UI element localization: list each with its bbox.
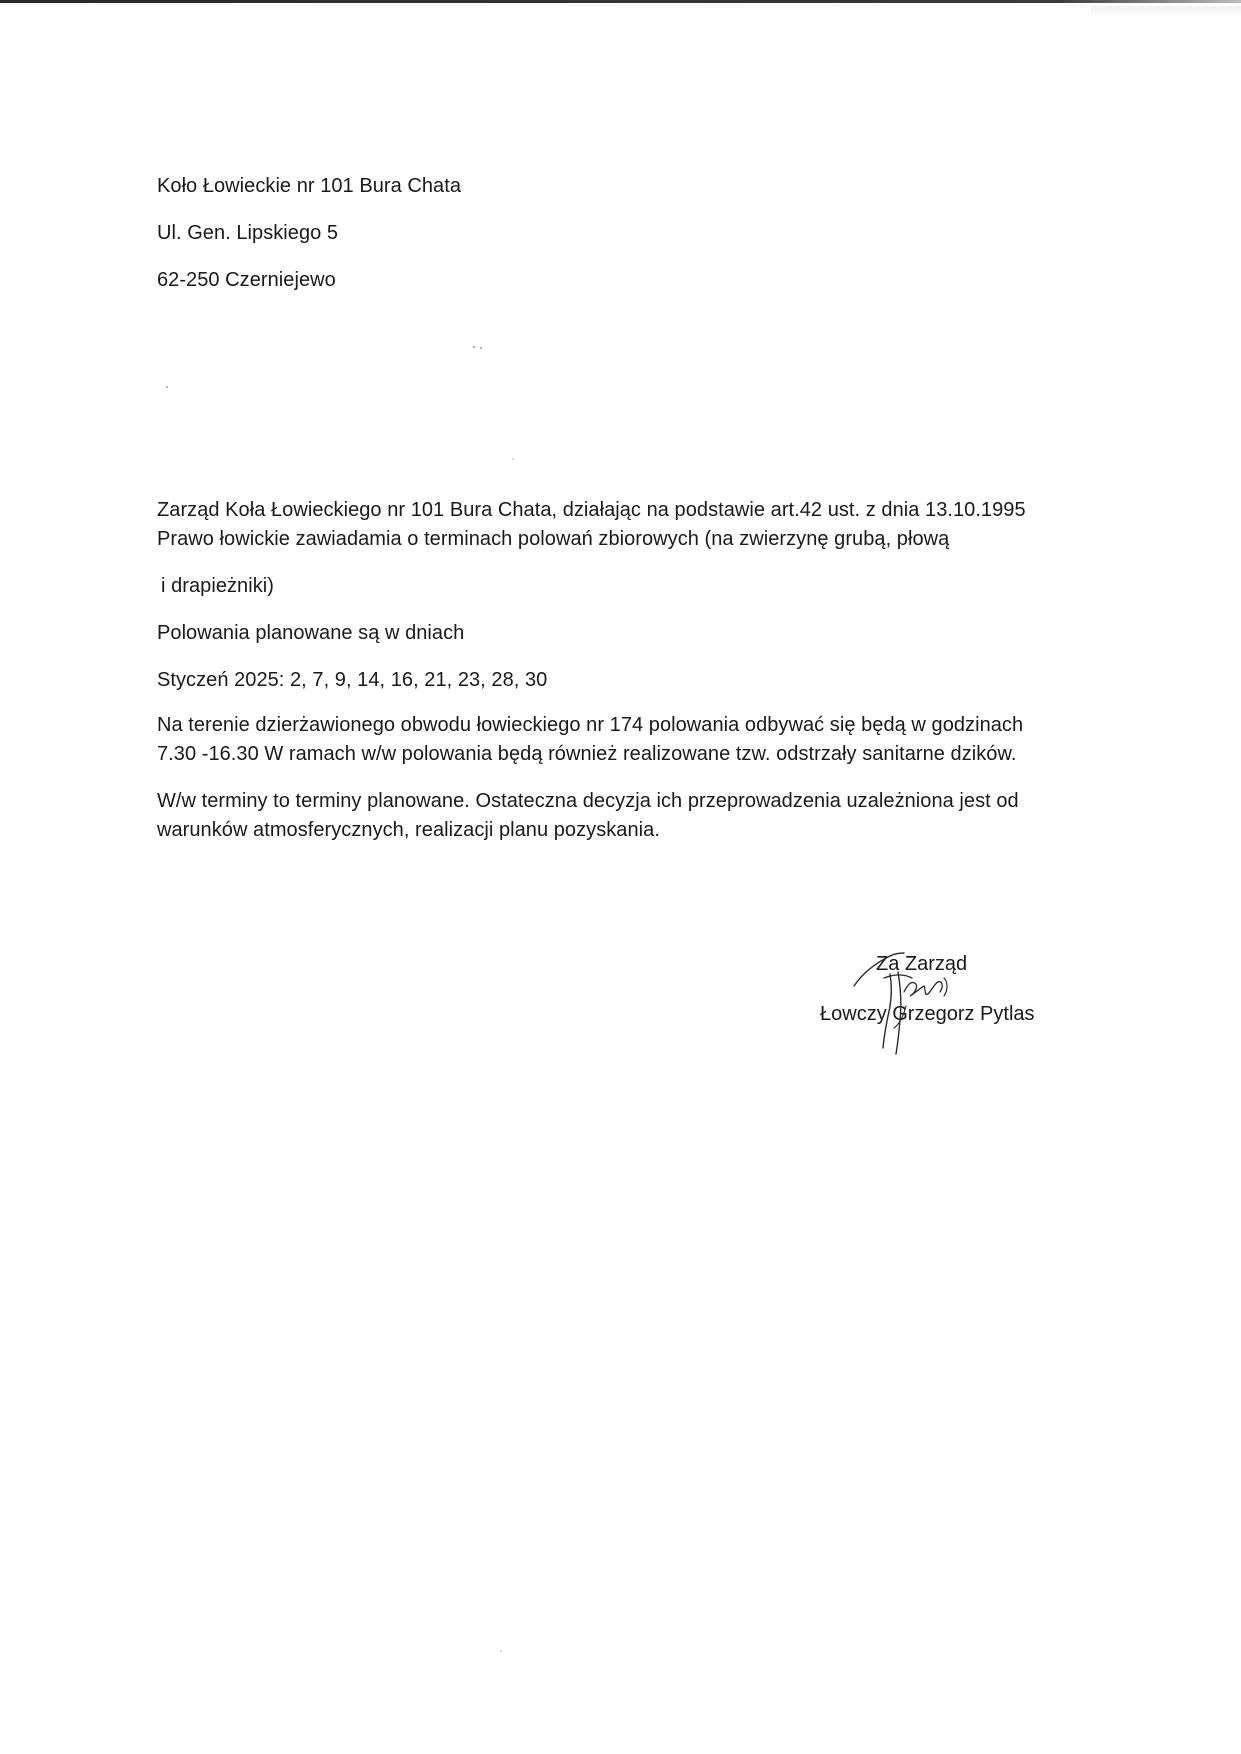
scan-speck [166,386,168,388]
intro-line-2: Prawo łowickie zawiadamia o terminach polowań zbiorowych (na zwierzynę grubą, płową [157,528,950,550]
intro-line-3: i drapieżniki) [161,575,274,597]
sender-city: 62-250 Czerniejewo [157,269,336,291]
planned-heading: Polowania planowane są w dniach [157,622,465,644]
scan-speck [500,1650,502,1652]
sender-street: Ul. Gen. Lipskiego 5 [157,222,339,244]
area-line-1: Na terenie dzierżawionego obwodu łowieckiego nr 174 polowania odbywać się będą w godzinach [157,714,1024,736]
scan-top-edge [0,0,1241,3]
final-line-2: warunków atmosferycznych, realizacji planu pozyskania. [157,819,660,841]
for-board-label: Za Zarząd [876,953,968,975]
signature-block [818,950,1078,1060]
scan-speck [480,347,482,349]
scan-speck [473,346,475,348]
sender-name: Koło Łowieckie nr 101 Bura Chata [157,175,462,197]
area-line-2: 7.30 -16.30 W ramach w/w polowania będą również realizowane tzw. odstrzały sanitarne dzików. [157,743,1017,765]
scan-artifact [1091,6,1241,18]
final-line-1: W/w terminy to terminy planowane. Ostateczna decyzja ich przeprowadzenia uzależniona jest od [157,790,1019,812]
handwritten-signature [848,944,998,1059]
hunt-dates: Styczeń 2025: 2, 7, 9, 14, 16, 21, 23, 28, 30 [157,669,548,691]
scan-speck [512,458,514,460]
intro-line-1: Zarząd Koła Łowieckiego nr 101 Bura Chata, działając na podstawie art.42 ust. z dnia 13.10.1995 [157,499,1026,521]
signatory-name: Łowczy Grzegorz Pytlas [820,1003,1035,1025]
